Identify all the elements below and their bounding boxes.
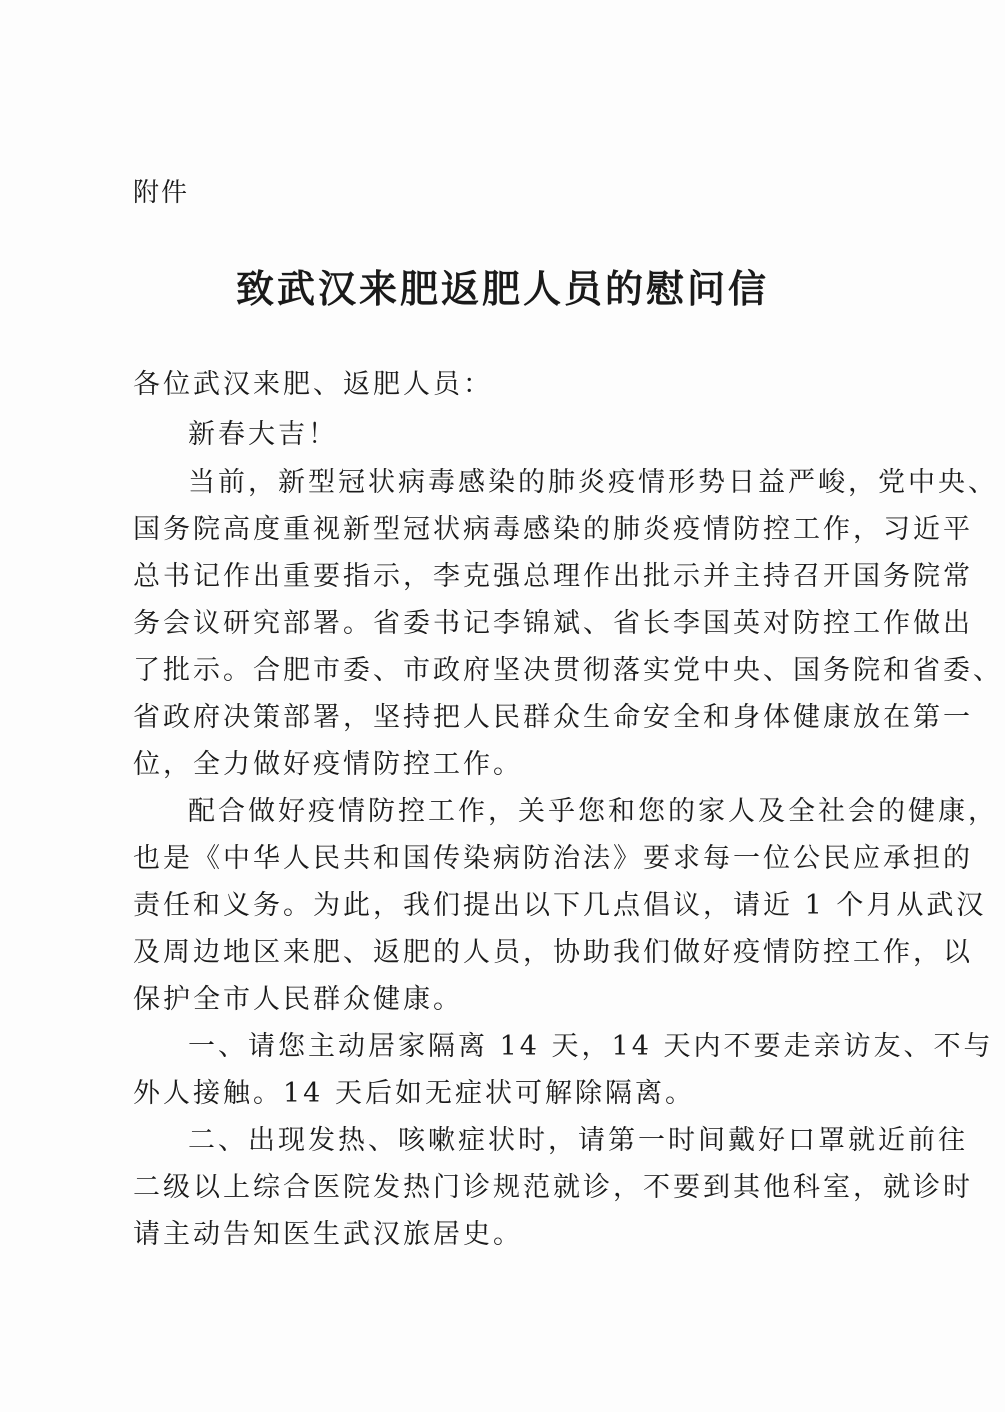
body-line: 也是《中华人民共和国传染病防治法》要求每一位公民应承担的 bbox=[133, 843, 973, 874]
body-line: 总书记作出重要指示，李克强总理作出批示并主持召开国务院常 bbox=[133, 561, 973, 592]
attachment-label: 附件 bbox=[133, 178, 190, 208]
body-line: 保护全市人民群众健康。 bbox=[133, 984, 463, 1015]
body-line: 外人接触。14 天后如无症状可解除隔离。 bbox=[133, 1078, 695, 1109]
body-line: 省政府决策部署，坚持把人民群众生命安全和身体健康放在第一 bbox=[133, 702, 973, 733]
body-line: 了批示。合肥市委、市政府坚决贯彻落实党中央、国务院和省委、 bbox=[133, 655, 1003, 686]
body-line: 配合做好疫情防控工作，关乎您和您的家人及全社会的健康， bbox=[188, 796, 998, 827]
body-line: 位，全力做好疫情防控工作。 bbox=[133, 749, 523, 780]
body-line: 二、出现发热、咳嗽症状时，请第一时间戴好口罩就近前往 bbox=[188, 1125, 968, 1156]
letter-title: 致武汉来肥返肥人员的慰问信 bbox=[235, 266, 769, 311]
salutation: 各位武汉来肥、返肥人员： bbox=[133, 369, 493, 400]
body-line: 一、请您主动居家隔离 14 天，14 天内不要走亲访友、不与 bbox=[188, 1031, 994, 1062]
body-line: 务会议研究部署。省委书记李锦斌、省长李国英对防控工作做出 bbox=[133, 608, 973, 639]
body-line: 当前，新型冠状病毒感染的肺炎疫情形势日益严峻，党中央、 bbox=[188, 467, 998, 498]
body-line: 二级以上综合医院发热门诊规范就诊，不要到其他科室，就诊时 bbox=[133, 1172, 973, 1203]
body-line: 责任和义务。为此，我们提出以下几点倡议，请近 1 个月从武汉 bbox=[133, 890, 987, 921]
greeting: 新春大吉！ bbox=[188, 419, 338, 450]
body-line: 国务院高度重视新型冠状病毒感染的肺炎疫情防控工作，习近平 bbox=[133, 514, 973, 545]
body-line: 请主动告知医生武汉旅居史。 bbox=[133, 1219, 523, 1250]
body-line: 及周边地区来肥、返肥的人员，协助我们做好疫情防控工作，以 bbox=[133, 937, 973, 968]
